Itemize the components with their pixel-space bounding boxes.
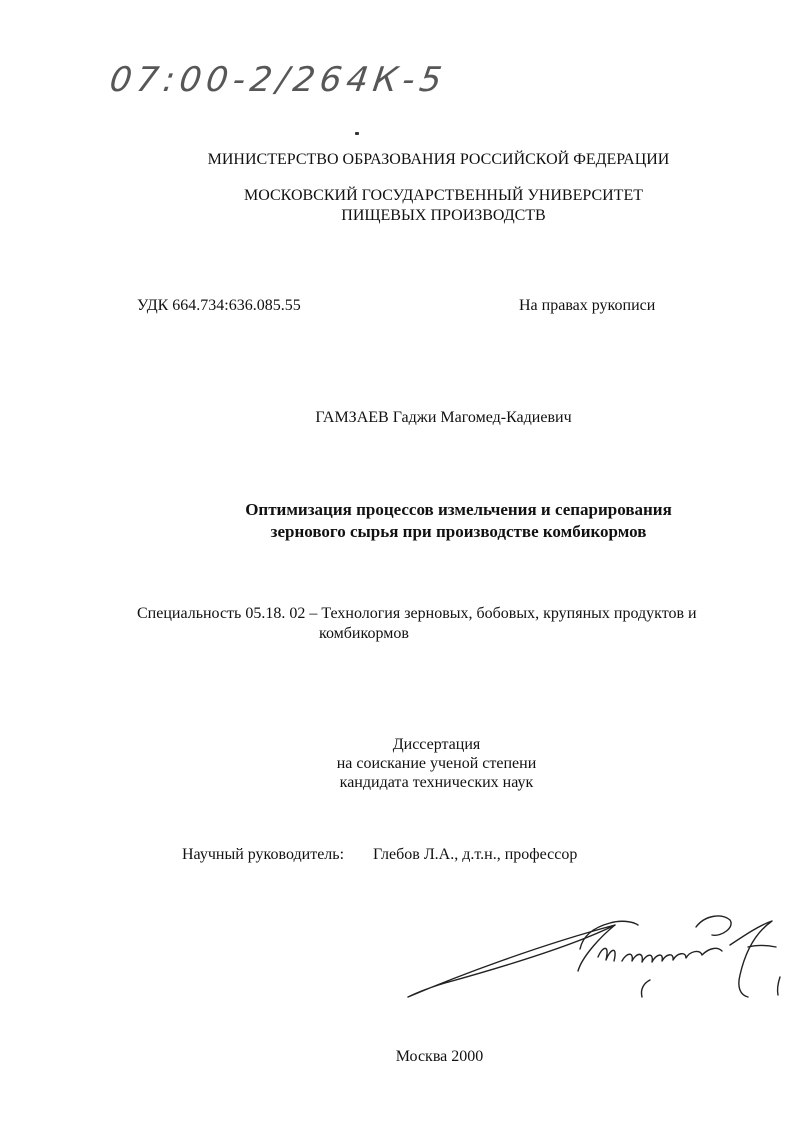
- rights-notice: На правах рукописи: [519, 297, 656, 314]
- dissertation-line-1: Диссертация: [392, 736, 481, 753]
- handwritten-signature: [400, 905, 790, 1005]
- dissertation-line-3: кандидата технических наук: [339, 774, 534, 791]
- dissertation-line-2: на соискание ученой степени: [336, 755, 537, 772]
- title-line-1: Оптимизация процессов измельчения и сепарирования: [245, 500, 672, 519]
- university-line-1: МОСКОВСКИЙ ГОСУДАРСТВЕННЫЙ УНИВЕРСИТЕТ: [244, 187, 643, 204]
- archive-code: 07:00-2/264К-5: [107, 60, 450, 100]
- author-name: ГАМЗАЕВ Гаджи Магомед-Кадиевич: [315, 409, 572, 426]
- university-heading: [0, 186, 793, 226]
- specialty-line-2: комбикормов: [319, 625, 409, 642]
- title-line-2: зернового сырья при производстве комбикормов: [270, 522, 647, 541]
- specialty-line-1: Специальность 05.18. 02 – Технология зерновых, бобовых, крупяных продуктов и: [137, 605, 697, 622]
- supervisor-name: Глебов Л.А., д.т.н., профессор: [373, 846, 578, 863]
- scan-speck: [355, 132, 359, 135]
- udk-code: УДК 664.734:636.085.55: [137, 297, 301, 314]
- dissertation-title: [62, 499, 793, 543]
- city-year: Москва 2000: [395, 1048, 484, 1065]
- ministry-heading: МИНИСТЕРСТВО ОБРАЗОВАНИЯ РОССИЙСКОЙ ФЕДЕРАЦИИ: [207, 151, 670, 168]
- supervisor-label: Научный руководитель:: [182, 846, 345, 863]
- dissertation-type: [40, 735, 793, 792]
- university-line-2: ПИЩЕВЫХ ПРОИЗВОДСТВ: [341, 207, 546, 224]
